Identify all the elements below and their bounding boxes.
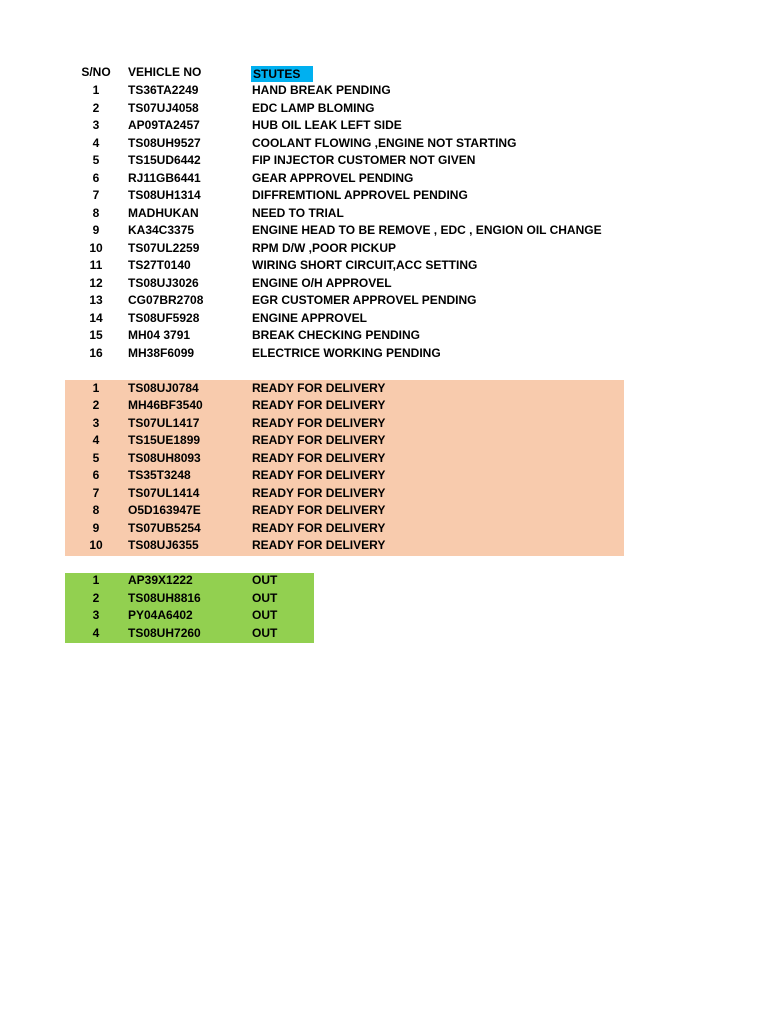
vehicle-cell: KA34C3375 [128, 223, 195, 237]
sno-cell: 3 [92, 118, 100, 132]
vehicle-cell: TS08UJ3026 [128, 275, 199, 290]
vehicle-cell: TS08UH8093 [128, 450, 201, 465]
sno-cell: 11 [89, 258, 103, 272]
sno-cell: 14 [89, 310, 103, 325]
status-cell: WIRING SHORT CIRCUIT,ACC SETTING [252, 258, 478, 272]
sno-cell: 4 [92, 433, 100, 447]
sno-cell: 1 [92, 573, 100, 587]
status-cell: READY FOR DELIVERY [252, 415, 386, 430]
sno-cell: 3 [92, 608, 100, 622]
sno-cell: 1 [92, 380, 100, 395]
vehicle-cell: MH04 3791 [128, 328, 191, 342]
vehicle-cell: TS08UF5928 [128, 310, 200, 325]
status-cell: READY FOR DELIVERY [252, 398, 386, 412]
status-cell: READY FOR DELIVERY [252, 450, 386, 465]
vehicle-cell: TS08UH8816 [128, 590, 201, 605]
vehicle-cell: TS15UE1899 [128, 433, 201, 447]
status-cell: ELECTRICE WORKING PENDING [252, 345, 441, 360]
vehicle-cell: AP09TA2457 [128, 118, 200, 132]
status-cell: READY FOR DELIVERY [252, 520, 386, 535]
status-cell: READY FOR DELIVERY [252, 433, 386, 447]
status-cell: ENGINE O/H APPROVEL [252, 275, 392, 290]
status-cell: COOLANT FLOWING ,ENGINE NOT STARTING [252, 135, 517, 150]
vehicle-cell: MADHUKAN [128, 205, 199, 220]
status-cell: READY FOR DELIVERY [252, 538, 386, 552]
sno-cell: 9 [92, 520, 100, 535]
vehicle-cell: TS08UJ6355 [128, 538, 199, 552]
sno-cell: 5 [92, 153, 100, 167]
sno-cell: 12 [89, 275, 103, 290]
vehicle-cell: MH38F6099 [128, 345, 195, 360]
status-cell: EGR CUSTOMER APPROVEL PENDING [252, 293, 477, 307]
sno-cell: 9 [92, 223, 100, 237]
status-cell: READY FOR DELIVERY [252, 485, 386, 500]
sno-cell: 2 [92, 398, 100, 412]
sno-cell: 8 [92, 205, 100, 220]
vehicle-cell: TS08UJ0784 [128, 380, 199, 395]
status-cell: GEAR APPROVEL PENDING [252, 170, 414, 185]
sno-cell: 2 [92, 590, 100, 605]
vehicle-cell: O5D163947E [128, 503, 201, 517]
sno-cell: 13 [89, 293, 103, 307]
status-cell: HAND BREAK PENDING [252, 83, 391, 97]
vehicle-cell: TS08UH7260 [128, 625, 201, 640]
sno-cell: 5 [92, 450, 100, 465]
sno-cell: 7 [92, 188, 100, 202]
sno-cell: 1 [92, 83, 100, 97]
header-status: STUTES [251, 66, 313, 82]
vehicle-cell: TS15UD6442 [128, 153, 201, 167]
vehicle-cell: TS35T3248 [128, 468, 191, 482]
status-cell: DIFFREMTIONL APPROVEL PENDING [252, 188, 468, 202]
sno-cell: 2 [92, 100, 100, 115]
sno-cell: 15 [89, 328, 103, 342]
vehicle-cell: MH46BF3540 [128, 398, 203, 412]
status-cell: ENGINE HEAD TO BE REMOVE , EDC , ENGION OIL CHANGE [252, 223, 602, 237]
status-cell: EDC LAMP BLOMING [252, 100, 375, 115]
status-cell: HUB OIL LEAK LEFT SIDE [252, 118, 402, 132]
sno-cell: 8 [92, 503, 100, 517]
vehicle-cell: TS07UL1414 [128, 485, 200, 500]
sno-cell: 3 [92, 415, 100, 430]
vehicle-cell: TS36TA2249 [128, 83, 199, 97]
vehicle-cell: TS27T0140 [128, 258, 191, 272]
vehicle-cell: CG07BR2708 [128, 293, 204, 307]
vehicle-cell: TS08UH9527 [128, 135, 201, 150]
status-cell: BREAK CHECKING PENDING [252, 328, 421, 342]
vehicle-cell: AP39X1222 [128, 573, 193, 587]
header-vehicle: VEHICLE NO [128, 65, 202, 79]
sno-cell: 10 [89, 240, 103, 255]
status-cell: READY FOR DELIVERY [252, 380, 386, 395]
status-cell: FIP INJECTOR CUSTOMER NOT GIVEN [252, 153, 476, 167]
status-cell: RPM D/W ,POOR PICKUP [252, 240, 397, 255]
status-cell: OUT [252, 573, 278, 587]
vehicle-cell: TS07UB5254 [128, 520, 201, 535]
sno-cell: 7 [92, 485, 100, 500]
status-cell: READY FOR DELIVERY [252, 468, 386, 482]
status-cell: ENGINE APPROVEL [252, 310, 367, 325]
status-cell: NEED TO TRIAL [252, 205, 344, 220]
header-sno: S/NO [81, 65, 111, 79]
vehicle-cell: TS07UL2259 [128, 240, 200, 255]
vehicle-cell: PY04A6402 [128, 608, 193, 622]
status-cell: OUT [252, 590, 278, 605]
vehicle-cell: RJ11GB6441 [128, 170, 201, 185]
vehicle-cell: TS07UJ4058 [128, 100, 199, 115]
sno-cell: 6 [92, 468, 100, 482]
status-cell: OUT [252, 608, 278, 622]
status-cell: OUT [252, 625, 278, 640]
sno-cell: 10 [89, 538, 103, 552]
sno-cell: 4 [92, 625, 100, 640]
vehicle-cell: TS08UH1314 [128, 188, 201, 202]
vehicle-cell: TS07UL1417 [128, 415, 200, 430]
sno-cell: 4 [92, 135, 100, 150]
sno-cell: 16 [89, 345, 103, 360]
status-cell: READY FOR DELIVERY [252, 503, 386, 517]
sno-cell: 6 [92, 170, 100, 185]
